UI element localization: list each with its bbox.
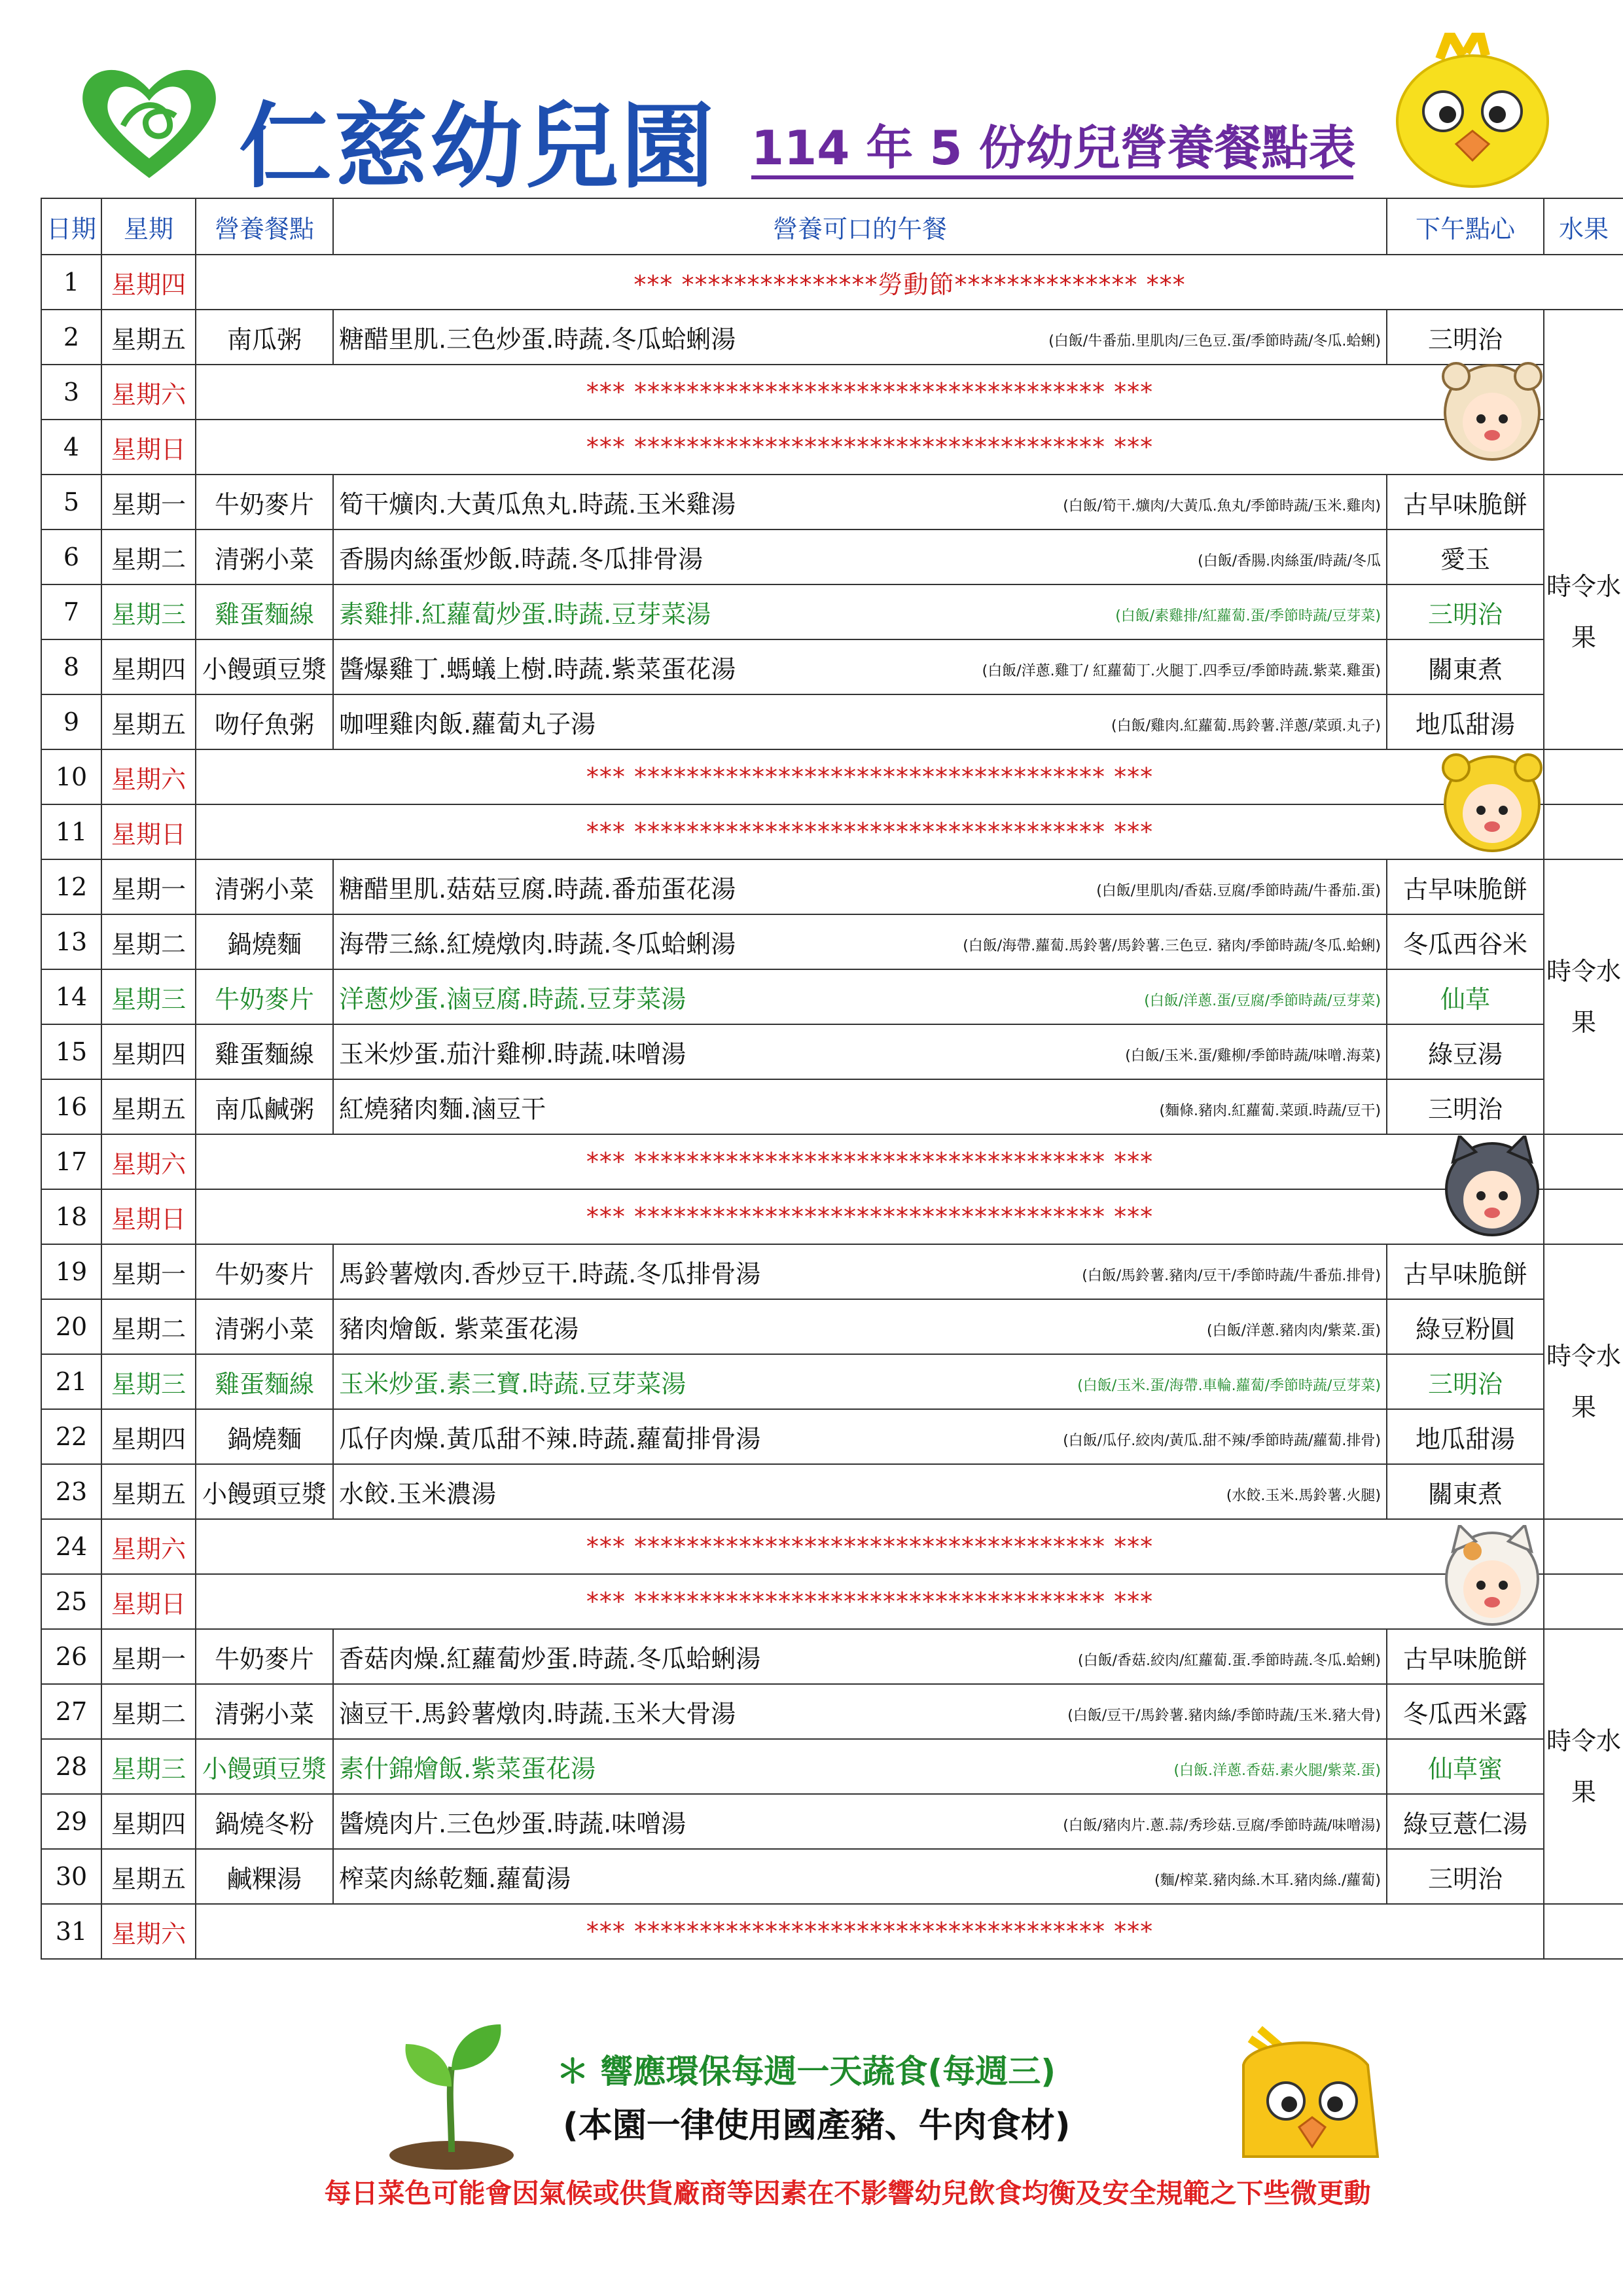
header-snack: 營養餐點 bbox=[196, 198, 333, 255]
lunch-ingredients: (水餃.玉米.馬鈴薯.火腿) bbox=[1226, 1487, 1381, 1504]
weekday-cell: 星期六 bbox=[101, 1519, 196, 1574]
lunch-dishes: 素什錦燴飯.紫菜蛋花湯 bbox=[339, 1754, 596, 1784]
snack-cell: 清粥小菜 bbox=[196, 1684, 333, 1739]
afternoon-snack-cell: 仙草 bbox=[1387, 969, 1544, 1024]
afternoon-snack-cell: 三明治 bbox=[1387, 1354, 1544, 1409]
weekday-cell: 星期日 bbox=[101, 420, 196, 475]
lunch-cell bbox=[333, 1464, 1387, 1519]
table-row bbox=[41, 529, 1623, 584]
date-cell: 30 bbox=[41, 1849, 101, 1904]
lunch-dishes: 香腸肉絲蛋炒飯.時蔬.冬瓜排骨湯 bbox=[339, 545, 704, 574]
date-cell: 8 bbox=[41, 639, 101, 694]
fruit-empty-cell bbox=[1544, 310, 1623, 475]
weekday-cell: 星期日 bbox=[101, 804, 196, 859]
holiday-cell: *** ***************勞動節************** *** bbox=[196, 255, 1623, 310]
date-cell: 4 bbox=[41, 420, 101, 475]
header-date: 日期 bbox=[41, 198, 101, 255]
date-cell: 16 bbox=[41, 1079, 101, 1134]
weekday-cell: 星期一 bbox=[101, 859, 196, 914]
lunch-cell bbox=[333, 1684, 1387, 1739]
holiday-cell: *** ************************************ *** bbox=[196, 1189, 1544, 1244]
snack-cell: 雞蛋麵線 bbox=[196, 1024, 333, 1079]
table-row bbox=[41, 1189, 1623, 1244]
table-row bbox=[41, 1464, 1623, 1519]
weekday-cell: 星期一 bbox=[101, 475, 196, 529]
lunch-ingredients: (白飯/洋蔥.蛋/豆腐/季節時蔬/豆芽菜) bbox=[1144, 992, 1381, 1009]
weekday-cell: 星期三 bbox=[101, 584, 196, 639]
lunch-ingredients: (白飯/馬鈴薯.豬肉/豆干/季節時蔬/牛番茄.排骨) bbox=[1082, 1267, 1381, 1284]
bear-kid-icon bbox=[1436, 360, 1548, 465]
lunch-cell bbox=[333, 1409, 1387, 1464]
date-cell: 25 bbox=[41, 1574, 101, 1629]
weekday-cell: 星期六 bbox=[101, 749, 196, 804]
lunch-cell bbox=[333, 1739, 1387, 1794]
holiday-cell: *** ************************************ *** bbox=[196, 1519, 1544, 1574]
date-cell: 21 bbox=[41, 1354, 101, 1409]
lunch-dishes: 馬鈴薯燉肉.香炒豆干.時蔬.冬瓜排骨湯 bbox=[339, 1259, 761, 1289]
afternoon-snack-cell: 綠豆薏仁湯 bbox=[1387, 1794, 1544, 1849]
holiday-cell: *** ************************************ *** bbox=[196, 1904, 1544, 1959]
weekday-cell: 星期六 bbox=[101, 1134, 196, 1189]
table-row bbox=[41, 859, 1623, 914]
seasonal-fruit-cell: 時令水果 bbox=[1544, 1244, 1623, 1519]
lunch-cell bbox=[333, 1024, 1387, 1079]
date-cell: 19 bbox=[41, 1244, 101, 1299]
lunch-cell bbox=[333, 1244, 1387, 1299]
weekday-cell: 星期四 bbox=[101, 255, 196, 310]
date-cell: 29 bbox=[41, 1794, 101, 1849]
lunch-ingredients: (白飯/豬肉片.蔥.蒜/秀珍菇.豆腐/季節時蔬/味噌湯) bbox=[1063, 1817, 1381, 1834]
lunch-cell bbox=[333, 1354, 1387, 1409]
afternoon-snack-cell: 古早味脆餅 bbox=[1387, 475, 1544, 529]
table-row bbox=[41, 365, 1623, 420]
table-row bbox=[41, 255, 1623, 310]
date-cell: 18 bbox=[41, 1189, 101, 1244]
snack-cell: 南瓜粥 bbox=[196, 310, 333, 365]
weekday-cell: 星期一 bbox=[101, 1629, 196, 1684]
weekday-cell: 星期四 bbox=[101, 1409, 196, 1464]
afternoon-snack-cell: 愛玉 bbox=[1387, 529, 1544, 584]
weekday-cell: 星期一 bbox=[101, 1244, 196, 1299]
snack-cell: 牛奶麥片 bbox=[196, 1629, 333, 1684]
date-cell: 6 bbox=[41, 529, 101, 584]
table-row bbox=[41, 639, 1623, 694]
table-row bbox=[41, 694, 1623, 749]
snack-cell: 小饅頭豆漿 bbox=[196, 1739, 333, 1794]
holiday-cell: *** ************************************ *** bbox=[196, 420, 1544, 475]
lunch-cell bbox=[333, 914, 1387, 969]
afternoon-snack-cell: 關東煮 bbox=[1387, 639, 1544, 694]
lunch-dishes: 榨菜肉絲乾麵.蘿蔔湯 bbox=[339, 1864, 571, 1893]
date-cell: 10 bbox=[41, 749, 101, 804]
weekday-cell: 星期五 bbox=[101, 694, 196, 749]
bear-kid-icon bbox=[1436, 751, 1548, 856]
title-underline bbox=[751, 175, 1353, 179]
afternoon-snack-cell: 三明治 bbox=[1387, 1079, 1544, 1134]
date-cell: 1 bbox=[41, 255, 101, 310]
lunch-dishes: 瓜仔肉燥.黃瓜甜不辣.時蔬.蘿蔔排骨湯 bbox=[339, 1424, 761, 1454]
fruit-empty-cell bbox=[1544, 1189, 1623, 1244]
lunch-cell bbox=[333, 1299, 1387, 1354]
date-cell: 14 bbox=[41, 969, 101, 1024]
snack-cell: 南瓜鹹粥 bbox=[196, 1079, 333, 1134]
lunch-ingredients: (麵/榨菜.豬肉絲.木耳.豬肉絲./蘿蔔) bbox=[1154, 1872, 1381, 1889]
weekday-cell: 星期六 bbox=[101, 365, 196, 420]
snack-cell: 雞蛋麵線 bbox=[196, 1354, 333, 1409]
lunch-dishes: 海帶三絲.紅燒燉肉.時蔬.冬瓜蛤蜊湯 bbox=[339, 929, 736, 959]
lunch-ingredients: (白飯/玉米.蛋/雞柳/季節時蔬/味噌.海菜) bbox=[1125, 1047, 1381, 1064]
table-row bbox=[41, 1354, 1623, 1409]
table-row bbox=[41, 584, 1623, 639]
lunch-dishes: 玉米炒蛋.素三寶.時蔬.豆芽菜湯 bbox=[339, 1369, 687, 1399]
snack-cell: 吻仔魚粥 bbox=[196, 694, 333, 749]
table-row bbox=[41, 1574, 1623, 1629]
lunch-ingredients: (白飯/香腸.肉絲蛋/時蔬/冬瓜 bbox=[1198, 552, 1381, 569]
lunch-cell bbox=[333, 1794, 1387, 1849]
snack-cell: 鍋燒冬粉 bbox=[196, 1794, 333, 1849]
seasonal-fruit-cell: 時令水果 bbox=[1544, 475, 1623, 749]
afternoon-snack-cell: 關東煮 bbox=[1387, 1464, 1544, 1519]
lunch-dishes: 滷豆干.馬鈴薯燉肉.時蔬.玉米大骨湯 bbox=[339, 1699, 736, 1729]
table-row bbox=[41, 1904, 1623, 1959]
disclaimer: 每日菜色可能會因氣候或供貨廠商等因素在不影響幼兒飲食均衡及安全規範之下些微更動 bbox=[324, 2178, 1371, 2209]
lunch-ingredients: (白飯/玉米.蛋/海帶.車輪.蘿蔔/季節時蔬/豆芽菜) bbox=[1077, 1377, 1381, 1394]
table-row bbox=[41, 1739, 1623, 1794]
table-header-row bbox=[41, 198, 1623, 255]
lunch-cell bbox=[333, 639, 1387, 694]
date-cell: 20 bbox=[41, 1299, 101, 1354]
menu-body bbox=[41, 255, 1623, 1959]
date-cell: 12 bbox=[41, 859, 101, 914]
weekday-cell: 星期五 bbox=[101, 1079, 196, 1134]
lunch-cell bbox=[333, 1629, 1387, 1684]
fruit-empty-cell bbox=[1544, 1519, 1623, 1574]
snack-cell: 鍋燒麵 bbox=[196, 914, 333, 969]
weekday-cell: 星期三 bbox=[101, 1739, 196, 1794]
chick-icon bbox=[1387, 33, 1558, 190]
snack-cell: 清粥小菜 bbox=[196, 1299, 333, 1354]
cat-kid-icon bbox=[1436, 1525, 1548, 1630]
chick-icon bbox=[1224, 2026, 1394, 2176]
lunch-cell bbox=[333, 1079, 1387, 1134]
lunch-ingredients: (白飯/雞肉.紅蘿蔔.馬鈴薯.洋蔥/菜頭.丸子) bbox=[1111, 717, 1381, 734]
afternoon-snack-cell: 三明治 bbox=[1387, 1849, 1544, 1904]
header-afternoon: 下午點心 bbox=[1387, 198, 1544, 255]
table-row bbox=[41, 1079, 1623, 1134]
lunch-cell bbox=[333, 584, 1387, 639]
lunch-cell bbox=[333, 475, 1387, 529]
date-cell: 31 bbox=[41, 1904, 101, 1959]
snack-cell: 雞蛋麵線 bbox=[196, 584, 333, 639]
lunch-dishes: 紅燒豬肉麵.滷豆干 bbox=[339, 1094, 546, 1124]
lunch-cell bbox=[333, 529, 1387, 584]
table-row bbox=[41, 1629, 1623, 1684]
afternoon-snack-cell: 地瓜甜湯 bbox=[1387, 694, 1544, 749]
date-cell: 5 bbox=[41, 475, 101, 529]
lunch-ingredients: (白飯/香菇.絞肉/紅蘿蔔.蛋.季節時蔬.冬瓜.蛤蜊) bbox=[1078, 1652, 1381, 1669]
lunch-cell bbox=[333, 859, 1387, 914]
table-row bbox=[41, 1684, 1623, 1739]
lunch-ingredients: (白飯/洋蔥.豬肉肉/紫菜.蛋) bbox=[1207, 1322, 1381, 1339]
lunch-dishes: 水餃.玉米濃湯 bbox=[339, 1479, 497, 1509]
table-row bbox=[41, 969, 1623, 1024]
date-cell: 13 bbox=[41, 914, 101, 969]
afternoon-snack-cell: 冬瓜西米露 bbox=[1387, 1684, 1544, 1739]
lunch-ingredients: (白飯/里肌肉/香菇.豆腐/季節時蔬/牛番茄.蛋) bbox=[1096, 882, 1381, 899]
lunch-ingredients: (白飯/豆干/馬鈴薯.豬肉絲/季節時蔬/玉米.豬大骨) bbox=[1067, 1707, 1381, 1724]
date-cell: 7 bbox=[41, 584, 101, 639]
plant-sprout-icon bbox=[376, 2008, 527, 2172]
fruit-empty-cell bbox=[1544, 1134, 1623, 1189]
lunch-ingredients: (白飯/海帶.蘿蔔.馬鈴薯/馬鈴薯.三色豆. 豬肉/季節時蔬/冬瓜.蛤蜊) bbox=[963, 937, 1381, 954]
snack-cell: 小饅頭豆漿 bbox=[196, 639, 333, 694]
seasonal-fruit-cell: 時令水果 bbox=[1544, 859, 1623, 1134]
date-cell: 23 bbox=[41, 1464, 101, 1519]
fruit-empty-cell bbox=[1544, 749, 1623, 804]
table-row bbox=[41, 804, 1623, 859]
cat-kid-icon bbox=[1436, 1136, 1548, 1240]
date-cell: 3 bbox=[41, 365, 101, 420]
snack-cell: 牛奶麥片 bbox=[196, 475, 333, 529]
table-row bbox=[41, 1299, 1623, 1354]
afternoon-snack-cell: 古早味脆餅 bbox=[1387, 1629, 1544, 1684]
lunch-dishes: 醬爆雞丁.螞蟻上樹.時蔬.紫菜蛋花湯 bbox=[339, 655, 736, 684]
weekday-cell: 星期二 bbox=[101, 1299, 196, 1354]
lunch-dishes: 咖哩雞肉飯.蘿蔔丸子湯 bbox=[339, 709, 596, 739]
date-cell: 27 bbox=[41, 1684, 101, 1739]
heart-logo-icon bbox=[77, 60, 221, 185]
afternoon-snack-cell: 古早味脆餅 bbox=[1387, 859, 1544, 914]
weekday-cell: 星期日 bbox=[101, 1189, 196, 1244]
table-row bbox=[41, 749, 1623, 804]
lunch-cell bbox=[333, 1849, 1387, 1904]
table-row bbox=[41, 1024, 1623, 1079]
lunch-dishes: 玉米炒蛋.茄汁雞柳.時蔬.味噌湯 bbox=[339, 1039, 687, 1069]
lunch-ingredients: (白飯/牛番茄.里肌肉/三色豆.蛋/季節時蔬/冬瓜.蛤蜊) bbox=[1048, 332, 1381, 350]
table-row bbox=[41, 475, 1623, 529]
snack-cell: 牛奶麥片 bbox=[196, 1244, 333, 1299]
lunch-dishes: 筍干爌肉.大黃瓜魚丸.時蔬.玉米雞湯 bbox=[339, 490, 736, 519]
holiday-cell: *** ************************************ *** bbox=[196, 804, 1544, 859]
fruit-empty-cell bbox=[1544, 1574, 1623, 1629]
date-cell: 15 bbox=[41, 1024, 101, 1079]
weekday-cell: 星期日 bbox=[101, 1574, 196, 1629]
holiday-cell: *** ************************************ *** bbox=[196, 1134, 1544, 1189]
menu-title: 114 年 5 份幼兒營養餐點表 bbox=[751, 120, 1356, 175]
snack-cell: 鹹粿湯 bbox=[196, 1849, 333, 1904]
table-row bbox=[41, 310, 1623, 365]
weekday-cell: 星期五 bbox=[101, 310, 196, 365]
lunch-ingredients: (白飯.洋蔥.香菇.素火腿/紫菜.蛋) bbox=[1173, 1762, 1381, 1779]
date-cell: 24 bbox=[41, 1519, 101, 1574]
date-cell: 2 bbox=[41, 310, 101, 365]
table-row bbox=[41, 1244, 1623, 1299]
table-row bbox=[41, 1134, 1623, 1189]
weekday-cell: 星期五 bbox=[101, 1464, 196, 1519]
fruit-empty-cell bbox=[1544, 1904, 1623, 1959]
afternoon-snack-cell: 三明治 bbox=[1387, 584, 1544, 639]
snack-cell: 小饅頭豆漿 bbox=[196, 1464, 333, 1519]
weekday-cell: 星期三 bbox=[101, 1354, 196, 1409]
lunch-cell bbox=[333, 969, 1387, 1024]
holiday-cell: *** ************************************ *** bbox=[196, 365, 1544, 420]
lunch-dishes: 素雞排.紅蘿蔔炒蛋.時蔬.豆芽菜湯 bbox=[339, 600, 711, 629]
afternoon-snack-cell: 地瓜甜湯 bbox=[1387, 1409, 1544, 1464]
afternoon-snack-cell: 仙草蜜 bbox=[1387, 1739, 1544, 1794]
weekday-cell: 星期二 bbox=[101, 914, 196, 969]
weekday-cell: 星期四 bbox=[101, 1794, 196, 1849]
local-meat-note: (本園一律使用國產豬、牛肉食材) bbox=[563, 2106, 1071, 2145]
weekday-cell: 星期二 bbox=[101, 1684, 196, 1739]
afternoon-snack-cell: 綠豆湯 bbox=[1387, 1024, 1544, 1079]
table-row bbox=[41, 914, 1623, 969]
date-cell: 9 bbox=[41, 694, 101, 749]
date-cell: 17 bbox=[41, 1134, 101, 1189]
header-weekday: 星期 bbox=[101, 198, 196, 255]
lunch-dishes: 糖醋里肌.菇菇豆腐.時蔬.番茄蛋花湯 bbox=[339, 874, 736, 904]
snack-cell: 鍋燒麵 bbox=[196, 1409, 333, 1464]
table-row bbox=[41, 1409, 1623, 1464]
holiday-cell: *** ************************************ *** bbox=[196, 1574, 1544, 1629]
lunch-dishes: 香菇肉燥.紅蘿蔔炒蛋.時蔬.冬瓜蛤蜊湯 bbox=[339, 1644, 761, 1674]
lunch-ingredients: (白飯/瓜仔.絞肉/黃瓜.甜不辣/季節時蔬/蘿蔔.排骨) bbox=[1063, 1432, 1381, 1449]
afternoon-snack-cell: 綠豆粉圓 bbox=[1387, 1299, 1544, 1354]
snack-cell: 清粥小菜 bbox=[196, 859, 333, 914]
lunch-ingredients: (白飯/洋蔥.雞丁/ 紅蘿蔔丁.火腿丁.四季豆/季節時蔬.紫菜.雞蛋) bbox=[982, 662, 1381, 679]
date-cell: 11 bbox=[41, 804, 101, 859]
weekday-cell: 星期四 bbox=[101, 1024, 196, 1079]
lunch-ingredients: (白飯/筍干.爌肉/大黃瓜.魚丸/季節時蔬/玉米.雞肉) bbox=[1063, 497, 1381, 514]
lunch-ingredients: (白飯/素雞排/紅蘿蔔.蛋/季節時蔬/豆芽菜) bbox=[1115, 607, 1381, 624]
weekday-cell: 星期三 bbox=[101, 969, 196, 1024]
weekday-cell: 星期五 bbox=[101, 1849, 196, 1904]
fruit-empty-cell bbox=[1544, 804, 1623, 859]
veg-day-note: ＊ 響應環保每週一天蔬食(每週三) bbox=[556, 2053, 1056, 2090]
header-fruit: 水果 bbox=[1544, 198, 1623, 255]
lunch-dishes: 豬肉燴飯. 紫菜蛋花湯 bbox=[339, 1314, 579, 1344]
table-row bbox=[41, 420, 1623, 475]
lunch-dishes: 糖醋里肌.三色炒蛋.時蔬.冬瓜蛤蜊湯 bbox=[339, 325, 736, 354]
afternoon-snack-cell: 古早味脆餅 bbox=[1387, 1244, 1544, 1299]
lunch-ingredients: (麵條.豬肉.紅蘿蔔.菜頭.時蔬/豆干) bbox=[1159, 1102, 1381, 1119]
table-row bbox=[41, 1849, 1623, 1904]
afternoon-snack-cell: 冬瓜西谷米 bbox=[1387, 914, 1544, 969]
lunch-dishes: 醬燒肉片.三色炒蛋.時蔬.味噌湯 bbox=[339, 1809, 687, 1839]
lunch-dishes: 洋蔥炒蛋.滷豆腐.時蔬.豆芽菜湯 bbox=[339, 984, 687, 1014]
snack-cell: 清粥小菜 bbox=[196, 529, 333, 584]
menu-table bbox=[41, 198, 1623, 1960]
lunch-cell bbox=[333, 694, 1387, 749]
snack-cell: 牛奶麥片 bbox=[196, 969, 333, 1024]
table-row bbox=[41, 1519, 1623, 1574]
weekday-cell: 星期四 bbox=[101, 639, 196, 694]
seasonal-fruit-cell: 時令水果 bbox=[1544, 1629, 1623, 1904]
weekday-cell: 星期二 bbox=[101, 529, 196, 584]
lunch-cell bbox=[333, 310, 1387, 365]
table-row bbox=[41, 1794, 1623, 1849]
weekday-cell: 星期六 bbox=[101, 1904, 196, 1959]
holiday-cell: *** ************************************ *** bbox=[196, 749, 1544, 804]
school-name: 仁慈幼兒園 bbox=[239, 93, 717, 201]
date-cell: 26 bbox=[41, 1629, 101, 1684]
date-cell: 28 bbox=[41, 1739, 101, 1794]
header-lunch: 營養可口的午餐 bbox=[333, 198, 1387, 255]
date-cell: 22 bbox=[41, 1409, 101, 1464]
afternoon-snack-cell: 三明治 bbox=[1387, 310, 1544, 365]
